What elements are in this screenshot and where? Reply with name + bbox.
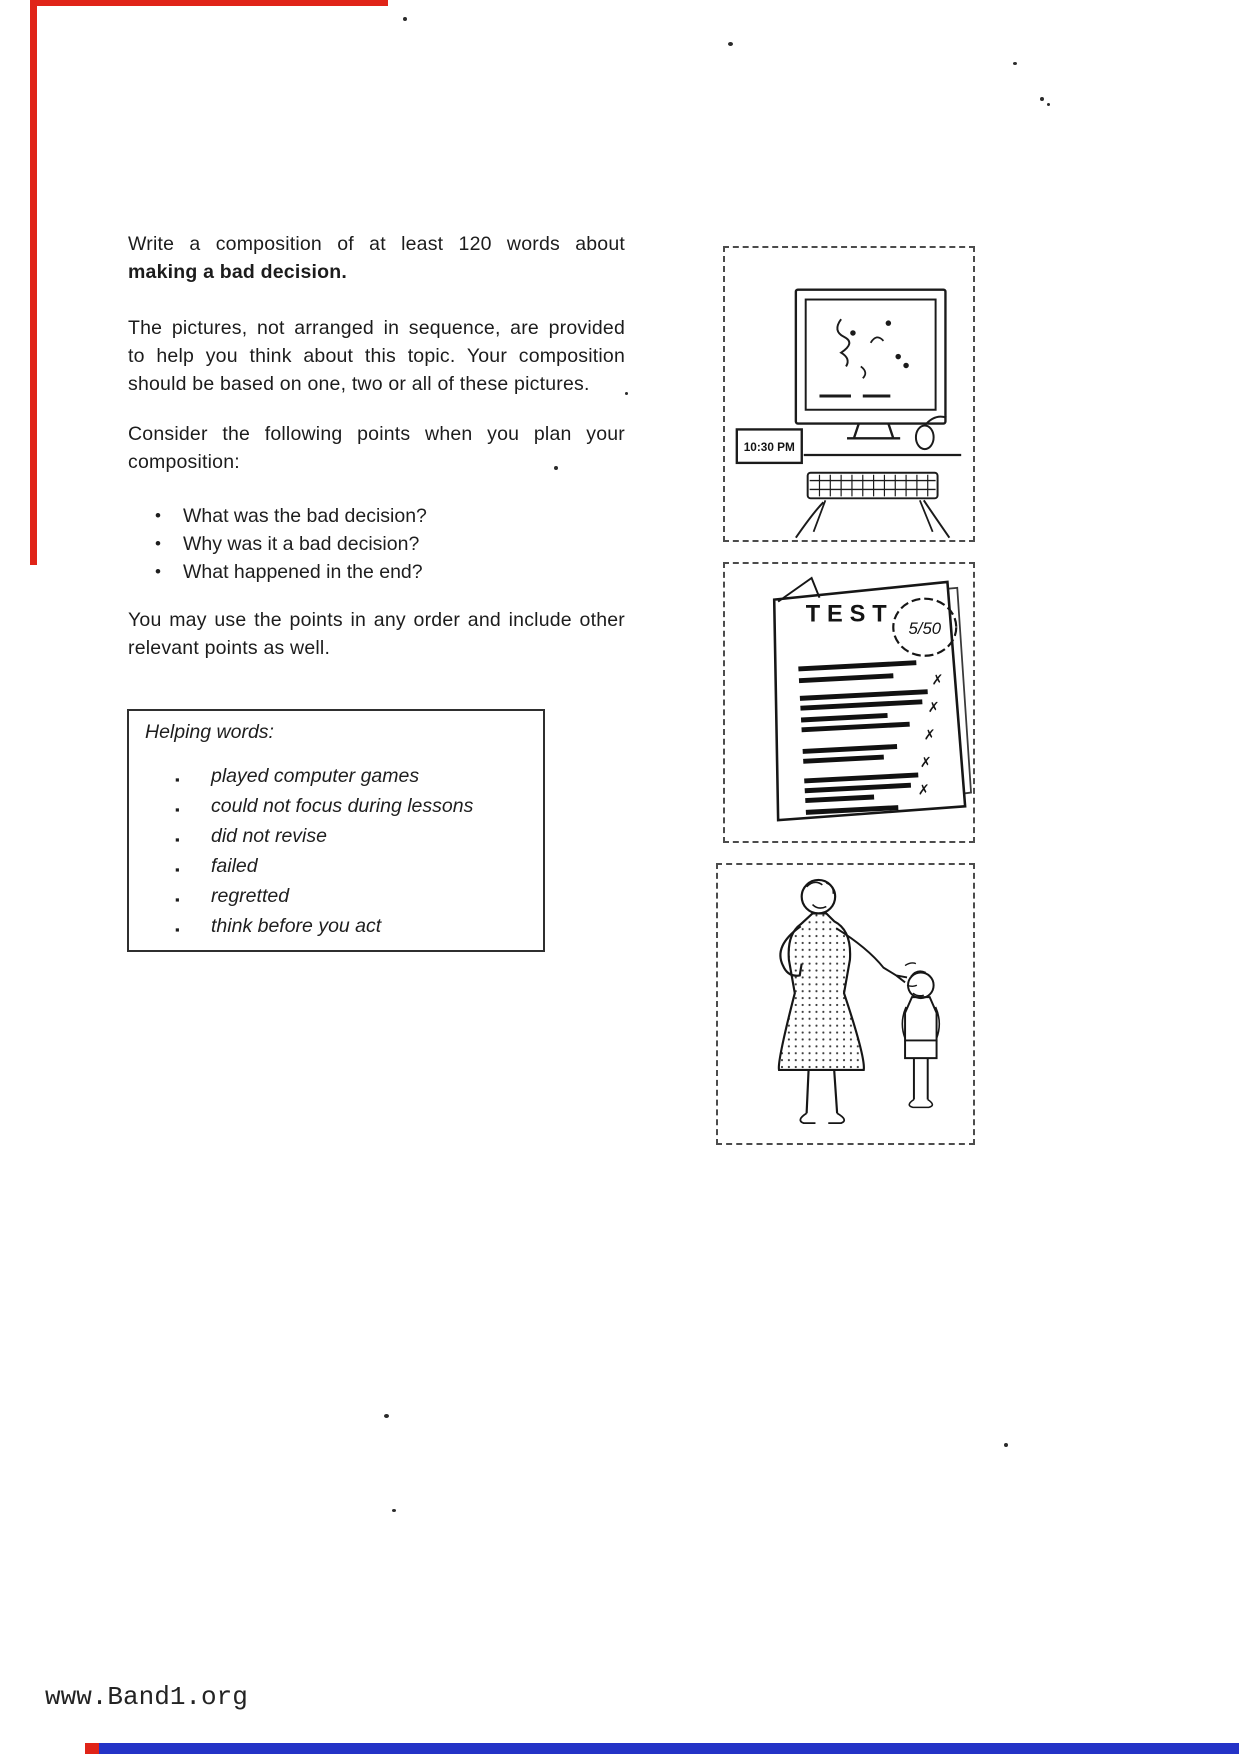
test-title-text: TEST — [805, 601, 894, 628]
scan-speck — [1047, 103, 1050, 106]
picture-frame-scolding — [716, 863, 975, 1145]
scan-speck — [625, 392, 628, 395]
test-scene-drawing — [725, 564, 973, 841]
list-item — [175, 853, 525, 883]
scan-bottom-bar-blue — [99, 1743, 1239, 1754]
paragraph-line: to help you think about this topic. Your composition — [128, 345, 625, 367]
cross-mark-icon: ✗ — [917, 782, 930, 798]
intro-paragraph — [128, 230, 625, 286]
helping-words-box — [127, 709, 545, 952]
paragraph-line: Consider the following points when you plan your — [128, 423, 625, 445]
paragraph-line: You may use the points in any order and include other — [128, 609, 625, 631]
list-item-text: ▪ regretted — [211, 885, 290, 907]
scan-bottom-bar-red — [85, 1743, 99, 1754]
list-item — [175, 763, 525, 793]
picture-frame-computer — [723, 246, 975, 542]
paragraph-line: relevant points as well. — [128, 637, 331, 659]
cross-mark-icon: ✗ — [919, 754, 932, 770]
scan-speck — [1013, 62, 1017, 65]
keyboard-icon — [808, 473, 938, 499]
helping-words-title: Helping words: — [145, 721, 274, 743]
mouse-icon — [916, 417, 947, 449]
monitor-icon — [796, 290, 946, 439]
picture-frame-test — [723, 562, 975, 843]
paragraph-line: The pictures, not arranged in sequence, are provided — [128, 317, 625, 339]
boy-figure — [902, 971, 939, 1107]
pictures-note-paragraph — [128, 314, 625, 398]
scolding-scene-drawing — [718, 865, 973, 1143]
list-item — [175, 793, 525, 823]
scan-speck — [403, 17, 407, 21]
scan-speck — [728, 42, 733, 46]
list-item-text: ▪ think before you act — [211, 915, 382, 937]
mother-figure — [779, 880, 917, 1123]
list-item-text: • What was the bad decision? — [183, 505, 427, 527]
list-item-text: • What happened in the end? — [183, 561, 423, 583]
paragraph-line: composition: — [128, 451, 240, 473]
list-item — [155, 502, 615, 530]
list-item — [175, 883, 525, 913]
intro-line-bold: making a bad decision. — [128, 261, 347, 283]
cross-mark-icon: ✗ — [923, 727, 936, 743]
cross-mark-icon: ✗ — [927, 699, 940, 715]
order-note-paragraph — [128, 606, 625, 662]
score-text: 5/50 — [908, 619, 942, 639]
clock-label — [737, 429, 802, 462]
cross-mark-icon: ✗ — [931, 672, 944, 688]
list-item — [155, 530, 615, 558]
scan-speck — [1004, 1443, 1008, 1447]
list-item-text: ▪ played computer games — [211, 765, 420, 787]
footer-site-url: www.Band1.org — [45, 1682, 248, 1712]
list-item — [175, 823, 525, 853]
list-item-text: ▪ failed — [211, 855, 258, 877]
scan-red-line-left — [30, 0, 37, 565]
list-item — [155, 558, 615, 586]
list-item-text: ▪ could not focus during lessons — [211, 795, 474, 817]
list-item-text: ▪ did not revise — [211, 825, 327, 847]
scan-speck — [1040, 97, 1044, 101]
helping-words-list — [175, 763, 525, 943]
player-hands-and-chair — [796, 500, 950, 537]
computer-scene-drawing — [725, 248, 973, 540]
list-item — [175, 913, 525, 943]
list-item-text: • Why was it a bad decision? — [183, 533, 420, 555]
paragraph-line: should be based on one, two or all of these pictures. — [128, 373, 590, 395]
scan-speck — [392, 1509, 396, 1512]
scan-speck — [384, 1414, 389, 1418]
scan-red-line-top — [30, 0, 388, 6]
clock-time-text: 10:30 PM — [743, 440, 795, 455]
intro-line: Write a composition of at least 120 words about — [128, 233, 625, 255]
consider-points-list — [155, 502, 615, 586]
consider-paragraph — [128, 420, 625, 476]
